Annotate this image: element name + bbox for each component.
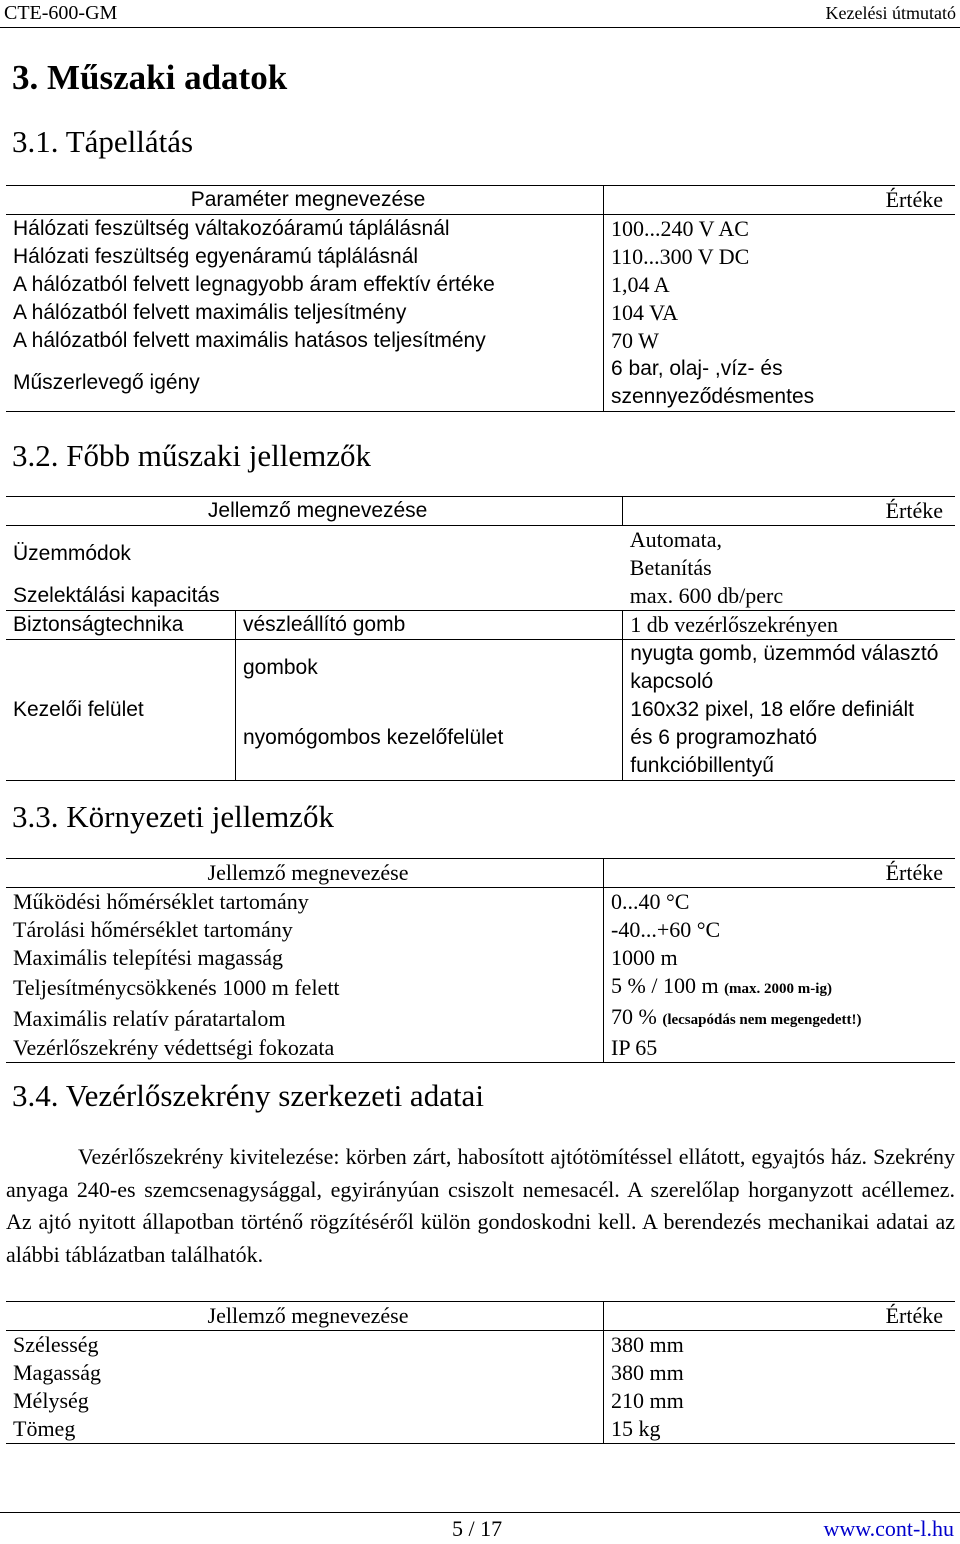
env-value: 0...40 °C bbox=[604, 888, 956, 917]
env-value-main: 5 % / 100 m bbox=[611, 973, 719, 998]
mech-value: 380 mm bbox=[604, 1331, 956, 1360]
page-number: 5 / 17 bbox=[452, 1516, 503, 1541]
table-header-row bbox=[6, 1302, 955, 1331]
spec-subname: vészleállító gomb bbox=[236, 611, 623, 640]
table-header-row bbox=[6, 859, 955, 888]
column-header: Jellemző megnevezése bbox=[6, 859, 604, 888]
column-header: Paraméter megnevezése bbox=[6, 186, 604, 215]
spec-value-line: kapcsoló bbox=[630, 670, 714, 693]
mech-value: 380 mm bbox=[611, 1360, 684, 1385]
env-value-main: 70 % bbox=[611, 1004, 657, 1029]
table-row bbox=[6, 582, 955, 611]
column-header: Jellemző megnevezése bbox=[6, 497, 623, 526]
table-row bbox=[6, 1359, 955, 1387]
mech-value: 15 kg bbox=[611, 1416, 661, 1441]
website-link[interactable]: www.cont-l.hu bbox=[823, 1516, 954, 1541]
spec-value-line: Automata, bbox=[629, 527, 723, 552]
table-header-row bbox=[6, 186, 955, 215]
section-heading-3-2: 3.2. Főbb műszaki jellemzők bbox=[12, 438, 372, 473]
table-row bbox=[6, 640, 955, 697]
table-row bbox=[6, 243, 955, 271]
spec-value: 1 db vezérlőszekrényen bbox=[623, 611, 955, 640]
env-name: Tárolási hőmérséklet tartomány bbox=[6, 916, 604, 944]
spec-name: Üzemmódok bbox=[6, 526, 623, 583]
column-header: Értéke bbox=[623, 497, 955, 526]
table-row bbox=[6, 972, 955, 1003]
table-row bbox=[6, 888, 955, 917]
env-value bbox=[604, 972, 956, 1003]
mech-name: Tömeg bbox=[6, 1415, 604, 1444]
env-value-note: (max. 2000 m-ig) bbox=[724, 981, 832, 997]
spec-value-line: 160x32 pixel, 18 előre definiált bbox=[630, 698, 914, 721]
table-row bbox=[6, 1034, 955, 1063]
param-name: Hálózati feszültség egyenáramú táplálásnál bbox=[6, 243, 604, 271]
header-doc-title: Kezelési útmutató bbox=[825, 3, 956, 23]
section-heading-3-3: 3.3. Környezeti jellemzők bbox=[12, 799, 334, 834]
page-footer bbox=[0, 1512, 960, 1544]
page-header bbox=[0, 0, 960, 28]
param-name: Műszerlevegő igény bbox=[6, 355, 604, 412]
param-value-line: 6 bar, olaj- ,víz- és bbox=[611, 357, 783, 380]
param-value bbox=[604, 355, 956, 412]
table-row bbox=[6, 327, 955, 355]
mech-name: Magasság bbox=[6, 1359, 604, 1387]
spec-subname: gombok bbox=[236, 640, 623, 697]
cabinet-description: Vezérlőszekrény kivitelezése: körben zárt, habosított ajtótömítéssel ellátott, egyajtós ház. Szekrény anyaga 240-es szemcsenagysággal, egyirányúan csiszolt nemesacél. A szerelőlap horganyzott acéllemez. Az ajtó nyitott állapotban történő rögzítéséről külön gondoskodni kell. A berendezés mechanikai adatai az alábbi táblázatban találhatók. bbox=[6, 1144, 955, 1267]
table-row bbox=[6, 1331, 955, 1360]
table-row bbox=[6, 271, 955, 299]
table-row bbox=[6, 1415, 955, 1444]
spec-value bbox=[623, 526, 955, 583]
column-header: Értéke bbox=[604, 1302, 956, 1331]
spec-value-line: nyugta gomb, üzemmód választó bbox=[630, 642, 939, 665]
table-row bbox=[6, 299, 955, 327]
chapter-title: 3. Műszaki adatok bbox=[12, 58, 288, 97]
param-value: 110...300 V DC bbox=[611, 244, 750, 269]
table-header-row bbox=[6, 497, 955, 526]
spec-name: Kezelői felület bbox=[6, 640, 236, 781]
env-value: IP 65 bbox=[611, 1035, 658, 1060]
spec-value bbox=[623, 640, 955, 697]
column-header: Értéke bbox=[604, 186, 956, 215]
column-header: Jellemző megnevezése bbox=[6, 1302, 604, 1331]
spec-subname: nyomógombos kezelőfelület bbox=[236, 696, 623, 781]
table-row bbox=[6, 526, 955, 583]
column-header: Értéke bbox=[604, 859, 956, 888]
env-value: 1000 m bbox=[611, 945, 678, 970]
table-row bbox=[6, 355, 955, 412]
spec-value bbox=[623, 696, 955, 781]
table-row bbox=[6, 916, 955, 944]
spec-value-line: és 6 programozható bbox=[630, 726, 818, 749]
spec-value-line: funkcióbillentyű bbox=[630, 754, 774, 777]
main-specs-table bbox=[6, 496, 955, 781]
spec-name: Biztonságtechnika bbox=[6, 611, 236, 640]
spec-value: max. 600 db/perc bbox=[629, 583, 784, 608]
header-doc-code: CTE-600-GM bbox=[4, 2, 118, 24]
env-name: Maximális relatív páratartalom bbox=[6, 1003, 604, 1034]
param-name: A hálózatból felvett maximális hatásos teljesítmény bbox=[6, 327, 604, 355]
param-value: 104 VA bbox=[611, 300, 679, 325]
table-row bbox=[6, 215, 955, 244]
table-row bbox=[6, 1003, 955, 1034]
param-name: Hálózati feszültség váltakozóáramú táplálásnál bbox=[6, 215, 604, 244]
env-value: -40...+60 °C bbox=[611, 917, 721, 942]
spec-value-line: Betanítás bbox=[629, 555, 712, 580]
power-table bbox=[6, 185, 955, 412]
param-value: 70 W bbox=[611, 328, 659, 353]
spec-name: Szelektálási kapacitás bbox=[13, 584, 220, 607]
table-row bbox=[6, 944, 955, 972]
environment-table bbox=[6, 858, 955, 1063]
table-row bbox=[6, 1387, 955, 1415]
param-name: A hálózatból felvett maximális teljesítmény bbox=[6, 299, 604, 327]
env-value bbox=[604, 1003, 956, 1034]
param-value-line: szennyeződésmentes bbox=[611, 385, 815, 408]
mech-value: 210 mm bbox=[611, 1388, 684, 1413]
cabinet-table bbox=[6, 1301, 955, 1444]
mech-name: Mélység bbox=[6, 1387, 604, 1415]
table-row bbox=[6, 611, 955, 640]
param-value: 100...240 V AC bbox=[604, 215, 956, 244]
env-name: Működési hőmérséklet tartomány bbox=[6, 888, 604, 917]
env-value-note: (lecsapódás nem megengedett!) bbox=[662, 1012, 862, 1028]
env-name: Maximális telepítési magasság bbox=[6, 944, 604, 972]
mech-name: Szélesség bbox=[6, 1331, 604, 1360]
param-name: A hálózatból felvett legnagyobb áram effektív értéke bbox=[6, 271, 604, 299]
section-heading-3-4: 3.4. Vezérlőszekrény szerkezeti adatai bbox=[12, 1078, 484, 1113]
param-value: 1,04 A bbox=[611, 272, 670, 297]
section-heading-3-1: 3.1. Tápellátás bbox=[12, 124, 194, 159]
env-name: Teljesítménycsökkenés 1000 m felett bbox=[6, 972, 604, 1003]
env-name: Vezérlőszekrény védettségi fokozata bbox=[6, 1034, 604, 1063]
